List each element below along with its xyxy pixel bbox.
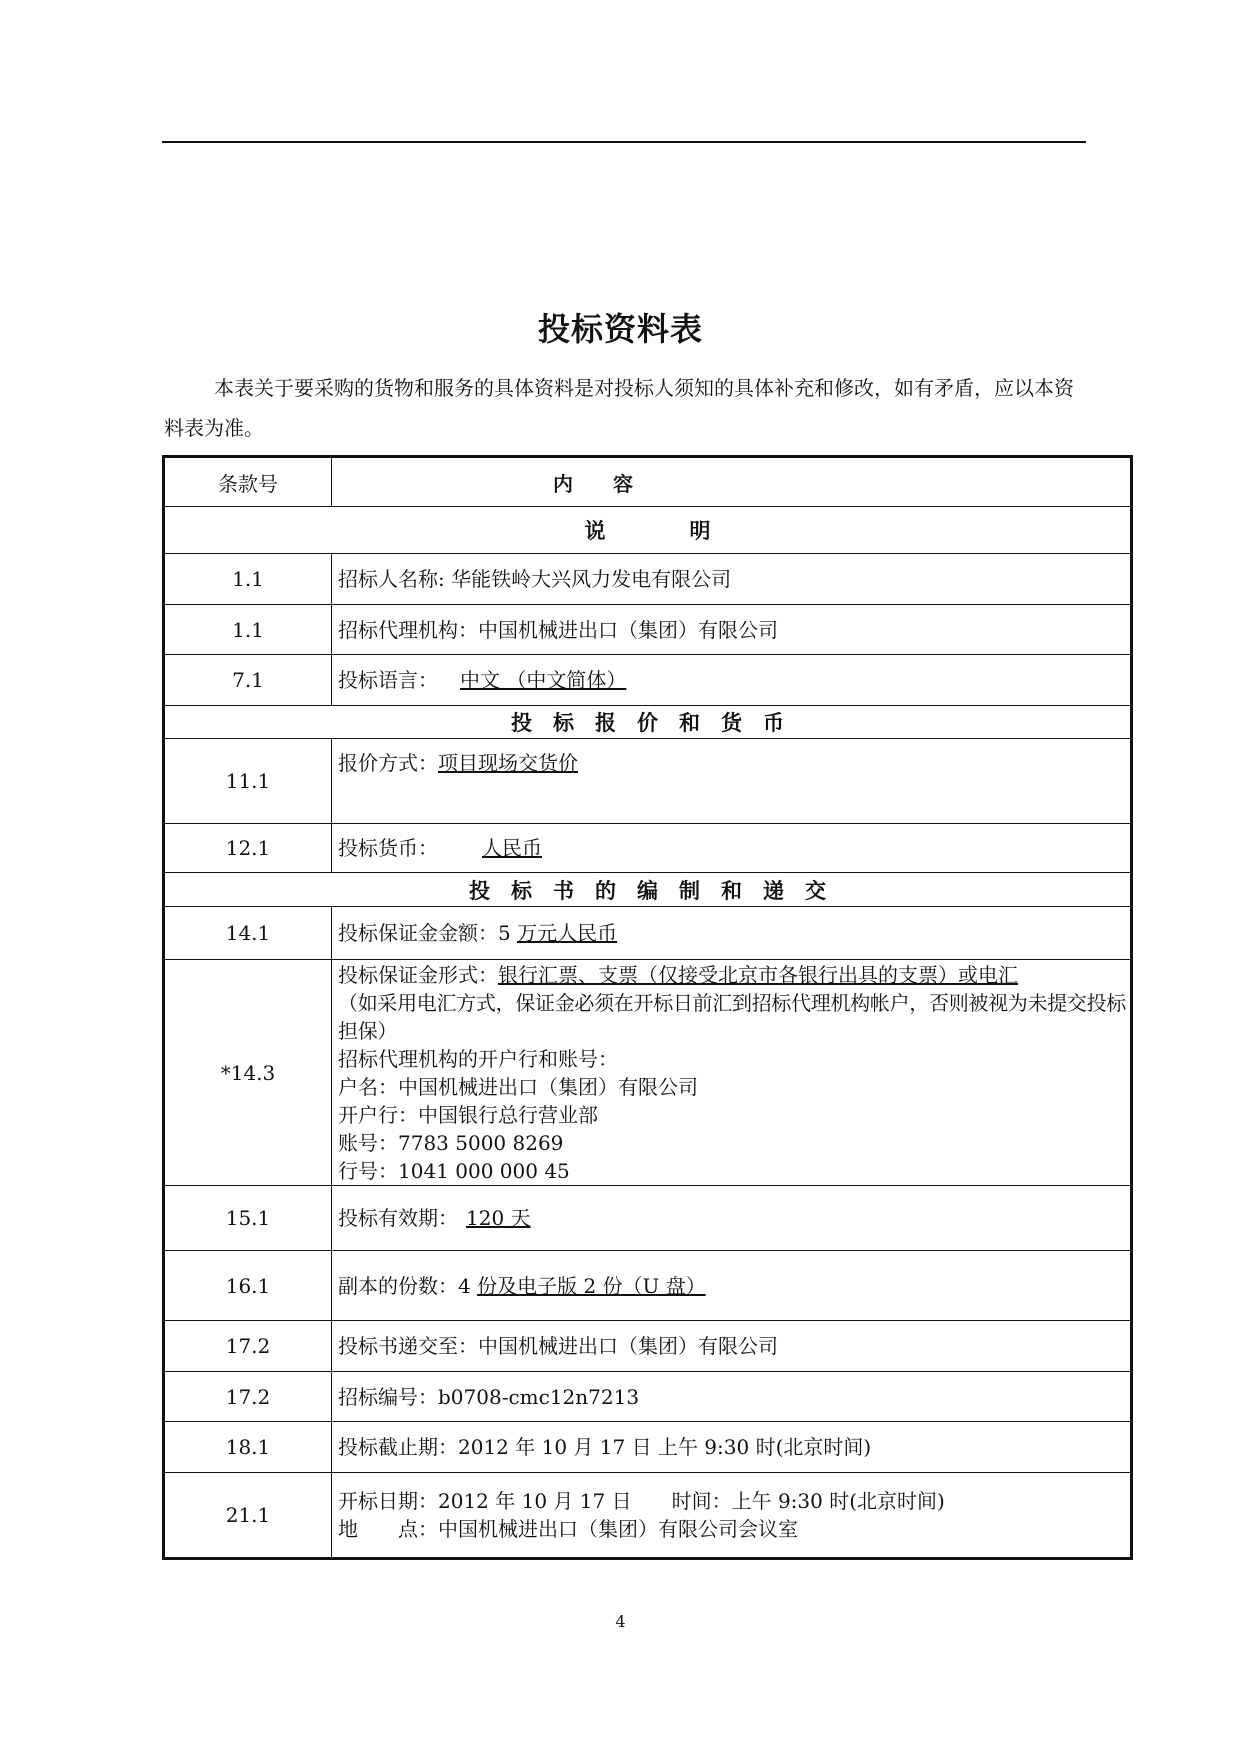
table-row xyxy=(164,824,1132,873)
bond-note: （如采用电汇方式，保证金必须在开标日前汇到招标代理机构帐户，否则被视为未提交投标担保） xyxy=(338,990,1126,1043)
bank-number: 行号：1041 000 000 45 xyxy=(338,1158,570,1183)
row-label: 投标货币： xyxy=(338,836,438,860)
clause-number: 12.1 xyxy=(164,824,332,873)
row-label: 投标语言： xyxy=(338,668,438,692)
row-label: 招标代理机构： xyxy=(338,617,478,642)
clause-number: 1.1 xyxy=(164,605,332,655)
content-header-label: 内 容 xyxy=(553,471,633,496)
page-number: 4 xyxy=(615,1612,626,1631)
bid-data-table xyxy=(162,455,1133,1560)
row-label: 副本的份数：4 xyxy=(338,1273,478,1298)
tender-number: 招标编号：b0708-cmc12n7213 xyxy=(332,1372,1132,1422)
row-content xyxy=(332,1251,1132,1321)
submission-address: 投标书递交至：中国机械进出口（集团）有限公司 xyxy=(332,1321,1132,1372)
bond-form-line xyxy=(338,961,1130,989)
table-row xyxy=(164,1473,1132,1559)
table-row xyxy=(164,1372,1132,1422)
table-row xyxy=(164,907,1132,960)
bank-title: 招标代理机构的开户行和账号： xyxy=(338,1046,618,1071)
opening-location: 地 点：中国机械进出口（集团）有限公司会议室 xyxy=(338,1517,798,1541)
account-number: 账号：7783 5000 8269 xyxy=(338,1130,564,1155)
section-row-bid-doc xyxy=(164,873,1132,907)
row-content xyxy=(332,1473,1132,1559)
intro-text: 本表关于要采购的货物和服务的具体资料是对投标人须知的具体补充和修改，如有矛盾，应以本资料表为准。 xyxy=(164,376,1074,440)
section-row-explain xyxy=(164,507,1132,554)
row-content xyxy=(332,1186,1132,1251)
row-content xyxy=(332,824,1132,873)
row-label: 投标有效期： xyxy=(338,1206,458,1230)
validity-period: 120 天 xyxy=(466,1206,531,1230)
intro-paragraph xyxy=(164,368,1088,448)
clause-number: 16.1 xyxy=(164,1251,332,1321)
clause-header: 条款号 xyxy=(164,457,332,507)
row-content xyxy=(332,960,1132,1186)
row-content xyxy=(332,907,1132,960)
opening-date: 开标日期：2012 年 10 月 17 日 时间：上午 9:30 时(北京时间) xyxy=(338,1489,945,1513)
row-label: 招标人名称: xyxy=(338,567,452,591)
bid-language: 中文 （中文简体） xyxy=(460,668,627,692)
bank-name: 开户行：中国银行总行营业部 xyxy=(338,1102,598,1127)
clause-number: 11.1 xyxy=(164,739,332,824)
clause-number: 17.2 xyxy=(164,1372,332,1422)
section-bid-document: 投 标 书 的 编 制 和 递 交 xyxy=(164,873,1132,907)
page-title: 投标资料表 xyxy=(537,310,703,348)
content-header xyxy=(332,457,1132,507)
clause-number: 1.1 xyxy=(164,554,332,605)
bond-form: 银行汇票、支票（仅接受北京市各银行出具的支票）或电汇 xyxy=(498,962,1018,987)
row-content xyxy=(332,605,1132,655)
table-row xyxy=(164,739,1132,824)
clause-number: 21.1 xyxy=(164,1473,332,1559)
agency-name: 中国机械进出口（集团）有限公司 xyxy=(478,617,778,642)
clause-number: 17.2 xyxy=(164,1321,332,1372)
table-row xyxy=(164,1186,1132,1251)
clause-number: 15.1 xyxy=(164,1186,332,1251)
bid-bond-amount: 万元人民币 xyxy=(517,921,618,945)
table-row xyxy=(164,655,1132,706)
table-header-row xyxy=(164,457,1132,507)
section-explain: 说 明 xyxy=(164,507,1132,554)
copies-count: 份及电子版 2 份（U 盘） xyxy=(477,1273,706,1298)
row-label: 投标保证金金额：5 xyxy=(338,921,518,945)
header-rule xyxy=(162,141,1086,143)
account-name: 户名：中国机械进出口（集团）有限公司 xyxy=(338,1074,698,1099)
section-row-price xyxy=(164,706,1132,739)
table-row xyxy=(164,960,1132,1186)
row-content xyxy=(332,554,1132,605)
row-content xyxy=(332,739,1132,824)
row-label: 报价方式： xyxy=(338,751,438,775)
table-row xyxy=(164,1251,1132,1321)
clause-number: *14.3 xyxy=(164,960,332,1186)
row-content xyxy=(332,655,1132,706)
clause-number: 18.1 xyxy=(164,1422,332,1473)
clause-number: 7.1 xyxy=(164,655,332,706)
price-method: 项目现场交货价 xyxy=(438,751,578,775)
table-row xyxy=(164,554,1132,605)
tenderer-name: 华能铁岭大兴风力发电有限公司 xyxy=(451,567,732,591)
clause-number: 14.1 xyxy=(164,907,332,960)
table-row xyxy=(164,605,1132,655)
bid-currency: 人民币 xyxy=(482,836,542,860)
table-row xyxy=(164,1422,1132,1473)
table-row xyxy=(164,1321,1132,1372)
bid-deadline: 投标截止期：2012 年 10 月 17 日 上午 9:30 时(北京时间) xyxy=(332,1422,1132,1473)
row-label: 投标保证金形式： xyxy=(338,962,498,987)
section-price-currency: 投 标 报 价 和 货 币 xyxy=(164,706,1132,739)
